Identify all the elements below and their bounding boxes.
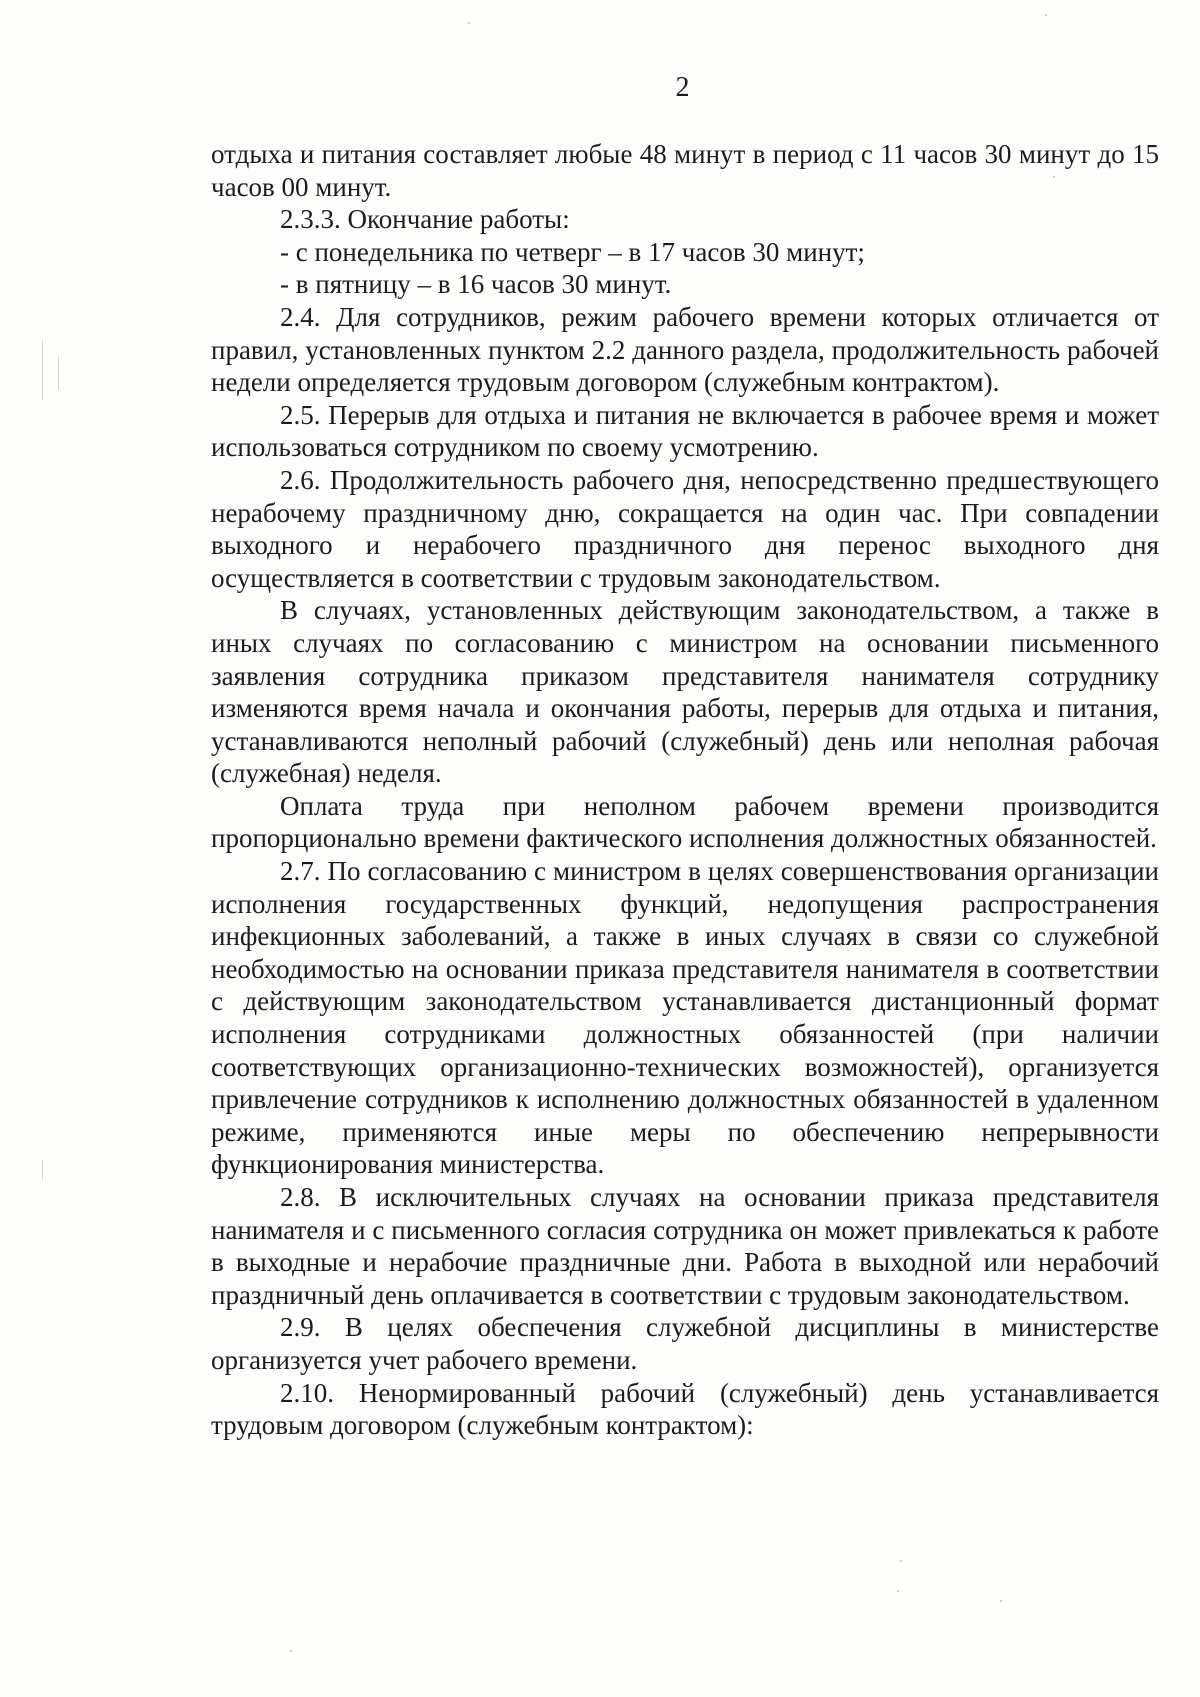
list-item-mon-thu: - с понедельника по четверг – в 17 часов 30 минут; [280, 236, 865, 267]
list-item-friday: - в пятницу – в 16 часов 30 минут. [280, 269, 672, 300]
paragraph-2-8: 2.8. В исключительных случаях на основании приказа представителя нанимателя и с письменного согласия сотрудника он может привлекаться к работе в выходные и нерабочие праздничные дни. Работа в выходной или нерабочий праздничный день оплачивается в соответствии с трудовым законодательством. [211, 1182, 1159, 1310]
paragraph-2-4: 2.4. Для сотрудников, режим рабочего времени которых отличается от правил, установленных пунктом 2.2 данного раздела, продолжительность рабочей недели определяется трудовым договором (служебным контрактом). [211, 301, 1159, 398]
paragraph-2-5: 2.5. Перерыв для отдыха и питания не включается в рабочее время и может использоваться сотрудником по своему усмотрению. [211, 399, 1159, 463]
scan-speck [1045, 14, 1047, 16]
scan-speck [900, 1560, 902, 1562]
document-body [211, 138, 1159, 1442]
paragraph-2-7: 2.7. По согласованию с министром в целях совершенствования организации исполнения государственных функций, недопущения распространения инфекционных заболеваний, а также в иных случаях в связи со служебной необходимостью на основании приказа представителя нанимателя в соответствии с действующим законодательством устанавливается дистанционный формат исполнения сотрудниками должностных обязанностей (при наличии соответствующих организационно-технических возможностей), организуется привлечение сотрудников к исполнению должностных обязанностей в удаленном режиме, применяются иные меры по обеспечению непрерывности функционирования министерства. [211, 856, 1159, 1180]
scan-speck [1000, 1600, 1002, 1602]
paragraph-2-9: 2.9. В целях обеспечения служебной дисциплины в министерстве организуется учет рабочего времени. [211, 1312, 1159, 1375]
paragraph-2-3-3: 2.3.3. Окончание работы: [280, 204, 570, 235]
paragraph-2-6-payment: Оплата труда при неполном рабочем времени производится пропорционально времени фактического исполнения должностных обязанностей. [211, 790, 1159, 854]
paragraph-2-10: 2.10. Ненормированный рабочий (служебный) день устанавливается трудовым договором (служебным контрактом): [211, 1377, 1159, 1441]
scan-speck [1053, 176, 1055, 178]
scan-edge-mark [42, 1160, 43, 1180]
scan-speck [290, 1650, 292, 1652]
scan-speck [897, 1590, 899, 1592]
paragraph-continuation: отдыха и питания составляет любые 48 минут в период с 11 часов 30 минут до 15 часов 00 минут. [211, 139, 1159, 202]
scan-edge-mark [58, 355, 59, 390]
scan-speck [468, 22, 470, 24]
page-number: 2 [675, 72, 690, 103]
paragraph-2-6-cases: В случаях, установленных действующим законодательством, а также в иных случаях по согласованию с министром на основании письменного заявления сотрудника приказом представителя нанимателя сотруднику изменяются время начала и окончания работы, перерыв для отдыха и питания, устанавливаются неполный рабочий (служебный) день или неполная рабочая (служебная) неделя. [211, 595, 1159, 789]
paragraph-2-6: 2.6. Продолжительность рабочего дня, непосредственно предшествующего нерабочему праздничному дню, сокращается на один час. При совпадении выходного и нерабочего праздничного дня перенос выходного дня осуществляется в соответствии с трудовым законодательством. [211, 464, 1159, 593]
scan-edge-mark [42, 340, 43, 400]
